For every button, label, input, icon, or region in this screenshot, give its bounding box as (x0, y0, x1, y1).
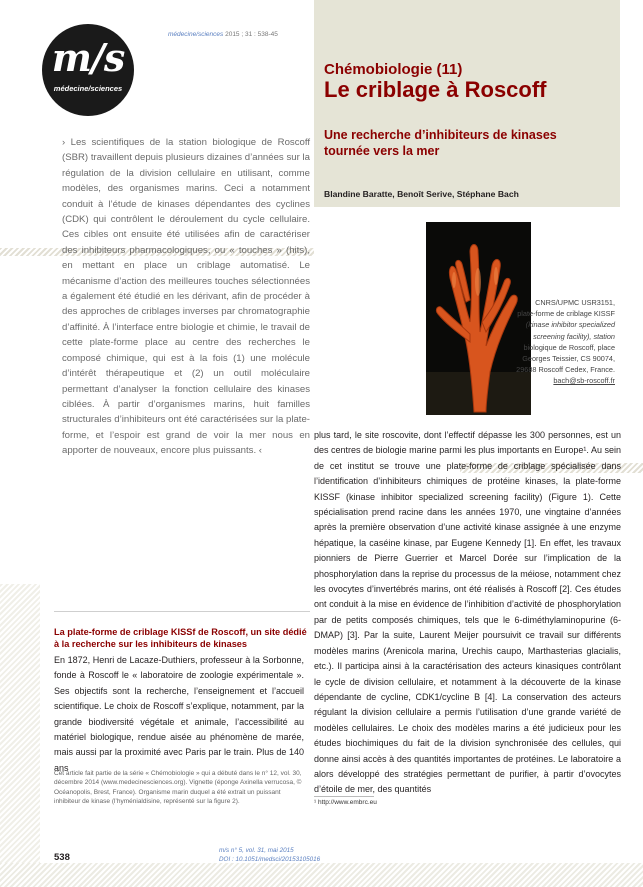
folio-doi: DOI : 10.1051/medsci/20153105016 (219, 856, 321, 863)
abstract: › Les scientifiques de la station biologique de Roscoff (SBR) travaillent depuis plusieurs dizaines d’années sur la régulation de la division cellulaire en utilisant, comme modèles, des organismes marins. Ceci a notamment conduit à l’étude de kinases dépendantes des cyclines (CDK) qui contrôlent le déroulement du cycle cellulaire. Ces cibles ont ensuite été utilisées afin de caractériser des inhibiteurs pharmacologiques, ou « touches » (hits), en mettant en place un criblage automatisé. Le mécanisme d’action des meilleures touches sélectionnées a également été étudié en les dérivant, afin de procéder à des approches de criblages inverses par chromatographie d’affinité. À l’interface entre biologie et chimie, le travail de cette plate-forme place au centre des recherches le composé chimique, qui est à la fois (1) une molécule d’intérêt thérapeutique et (2) un outil moléculaire permettant d’analyser la fonction cellulaire des kinases ciblées. À partir d’organismes marins, huit familles structurales d’inhibiteurs ont été caractérisées sur la plate-forme, et l’espoir est grand de voir la mer nous en apporter de nouveaux, encore plus puissants. ‹ (62, 137, 310, 457)
section-divider (54, 611, 310, 612)
footnote-divider (314, 796, 374, 797)
journal-reference (168, 31, 278, 38)
article-title: Le criblage à Roscoff (324, 77, 547, 102)
url-footnote: ¹ http://www.embrc.eu (314, 799, 377, 806)
journal-citation: 2015 ; 31 : 538-45 (223, 31, 278, 38)
affiliation-line: biologique de Roscoff, place (523, 342, 615, 352)
series-footnote: Cet article fait partie de la série « Chémobiologie » qui a débuté dans le n° 12, vol. 30, décembre 2014 (www.medecinesciences.org). Vignette (éponge Axinella verrucosa, © Océanopolis, Brest, France). Organisme marin duquel a été extrait un puissant inhibiteur de kinase (l’hyménialdisine, représenté sur la figure 2). (54, 770, 302, 805)
folio (219, 846, 320, 864)
header-box (314, 0, 620, 207)
affiliation-line: 29688 Roscoff Cedex, France. (516, 365, 615, 375)
affiliation-line: Georges Teissier, CS 90074, (522, 354, 615, 364)
affiliation (497, 297, 615, 387)
body-column-left: En 1872, Henri de Lacaze-Duthiers, professeur à la Sorbonne, fonde à Roscoff le « laboratoire de zoologie expérimentale ». Ses objectifs sont la recherche, l’enseignement et l’accueil scientifique. Le choix de Roscoff s’explique, notamment, par la grande biodiversité végétale et animale, l’accessibilité au matériel biologique, rendue aisée au phénomène de marée, mais aussi par la proximité avec Paris par le train. Plus de 140 ans (54, 655, 304, 773)
authors: Blandine Baratte, Benoît Serive, Stéphane Bach (324, 189, 519, 199)
affiliation-line: screening facility), station (533, 331, 615, 341)
logo-subtext: médecine/sciences (53, 84, 123, 93)
affiliation-line: CNRS/UPMC USR3151, (535, 298, 615, 307)
journal-name: médecine/sciences (168, 31, 224, 38)
page-number: 538 (54, 852, 70, 863)
hatch-band-left (0, 584, 40, 884)
email-link[interactable]: bach@sb-roscoff.fr (553, 376, 615, 386)
folio-issue: m/s n° 5, vol. 31, mai 2015 (219, 847, 294, 854)
affiliation-line: (kinase inhibitor specialized (525, 320, 615, 330)
article-subtitle: Une recherche d’inhibiteurs de kinases tournée vers la mer (324, 128, 557, 158)
journal-logo (42, 24, 134, 116)
affiliation-line: plate-forme de criblage KISSF (517, 309, 615, 319)
logo-text: m/s (51, 35, 125, 80)
body-column-right: plus tard, le site roscovite, dont l’effectif dépasse les 300 personnes, est un des centres de biologie marine parmi les plus importants en Europe¹. Au sein de cet institut se trouve une plate-forme de criblage spécialisée dans l’identification d’inhibiteurs chimiques de protéine kinases, la plate-forme KISSF (kinase inhibitor specialized screening facility) (Figure 1). Cette spécialisation prend racine dans les années 1970, une vingtaine d’années après la première observation d’une activité kinase assignée à une enzyme hépatique, la caséine kinase, par Eugene Kennedy [1]. En effet, les travaux pionniers de Pierre Guerrier et Marcel Dorée sur l’implication de la phosphorylation dans la reprise du processus de la méiose, notamment chez les ovocytes d’invertébrés marins, ont été réalisés à Roscoff [2]. Ces études ont conduit à la mise en évidence de l’inhibition d’activité de phosphorylation par de petits composés chimiques, tels que le 6-diméthylaminopurine (6-DMAP) [3]. Par la suite, Laurent Meijer poursuivit ce travail sur différents modèles marins (Arenicola marina, Urechis caupo, Marthasterias glacialis, etc.). Il participa ainsi à la caractérisation des acteurs kinasiques contrôlant le cycle de division cellulaire, et notamment à la découverte de la kinase dépendante de cycline, CDK1/cycline B [4]. La conservation des acteurs régulant la division cellulaire a permis l’utilisation d’une grande variété de modèles cellulaires. Le choix des modèles marins a été judicieux pour les études biochimiques du fait de la division synchronisée des cellules, qui donne ainsi accès à des quantités importantes de protéines. Le laboratoire a alors développé des stratégies permettant de purifier, à partir d’ovocytes d’étoile de mer, des quantités (314, 430, 621, 795)
section-heading: La plate-forme de criblage KISSf de Roscoff, un site dédié à la recherche sur les inhibiteurs de kinases (54, 627, 307, 649)
hatch-band-bottom (0, 863, 643, 887)
series-kicker: Chémobiologie (11) (324, 61, 463, 78)
